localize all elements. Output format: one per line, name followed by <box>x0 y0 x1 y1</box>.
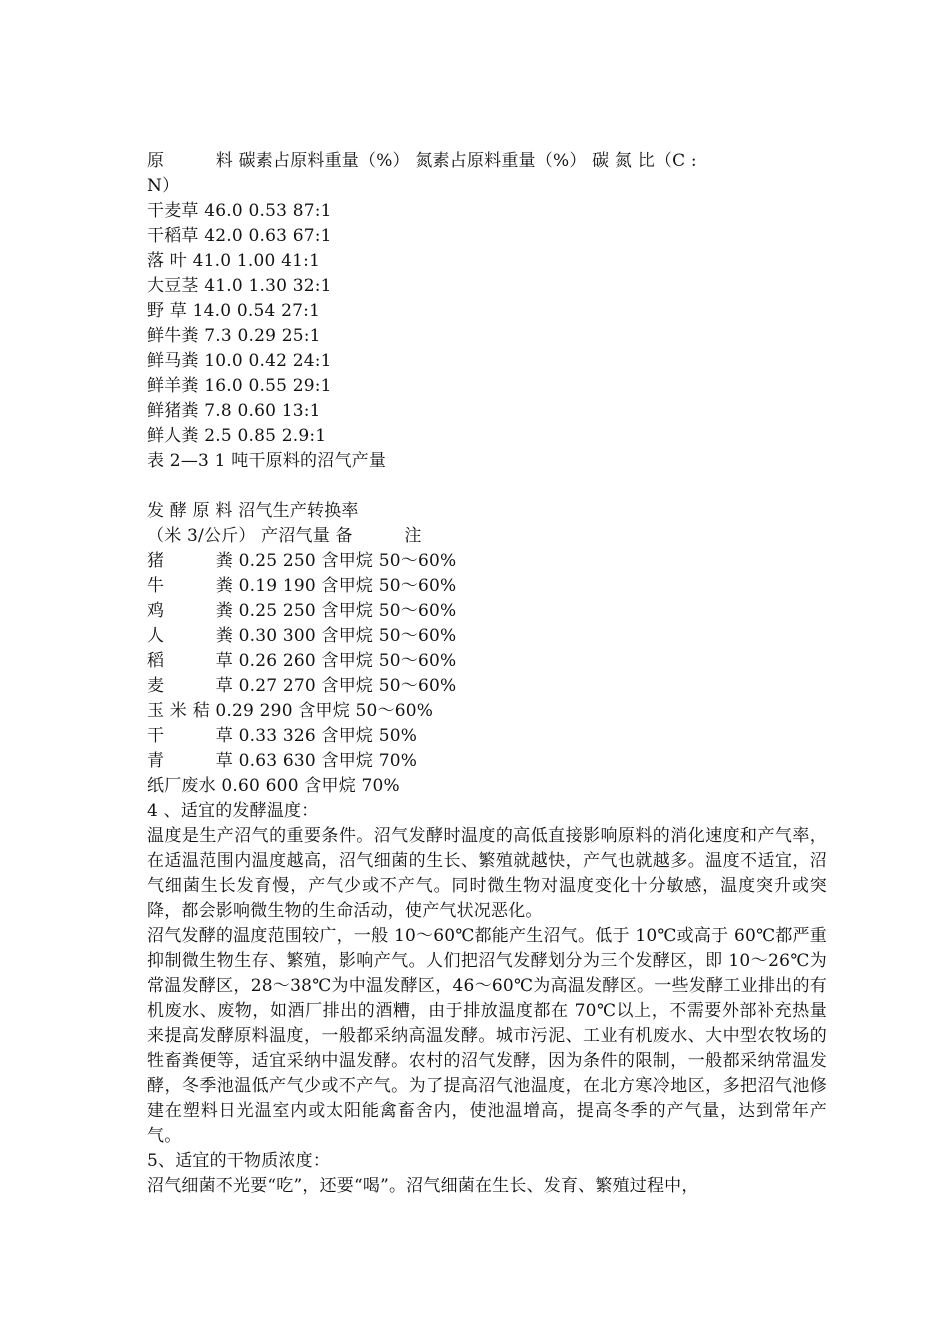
section-heading-dry-matter: 5、适宜的干物质浓度： <box>147 1151 331 1171</box>
table1-row: 鲜羊粪 16.0 0.55 29:1 <box>147 376 332 396</box>
table2-row: 人 粪 0.30 300 含甲烷 50～60% <box>147 626 457 646</box>
table2-row: 麦 草 0.27 270 含甲烷 50～60% <box>147 676 457 696</box>
table2-row: 干 草 0.33 326 含甲烷 50% <box>147 726 418 746</box>
table1-row: 野 草 14.0 0.54 27:1 <box>147 301 321 321</box>
table2-rows <box>147 549 827 799</box>
table1-row: 鲜人粪 2.5 0.85 2.9:1 <box>147 426 327 446</box>
table1-header-line: N） <box>147 176 180 196</box>
section-heading-temperature: 4 、适宜的发酵温度： <box>147 801 319 821</box>
table1-row: 落 叶 41.0 1.00 41:1 <box>147 251 321 271</box>
table2-row: 玉 米 秸 0.29 290 含甲烷 50～60% <box>147 701 434 721</box>
paragraph-dry-matter: 沼气细菌不光要“吃”，还要“喝”。沼气细菌在生长、发育、繁殖过程中， <box>147 1176 699 1196</box>
table2-row: 牛 粪 0.19 190 含甲烷 50～60% <box>147 576 457 596</box>
table1-row: 大豆茎 41.0 1.30 32:1 <box>147 276 332 296</box>
table2-row: 纸厂废水 0.60 600 含甲烷 70% <box>147 776 400 796</box>
table1-row: 鲜马粪 10.0 0.42 24:1 <box>147 351 332 371</box>
table2-title: 表 2—3 1 吨干原料的沼气产量 <box>147 451 387 471</box>
table2-header-line: 发 酵 原 料 沼气生产转换率 <box>147 501 359 521</box>
spacer <box>147 474 827 499</box>
table1-row: 干麦草 46.0 0.53 87:1 <box>147 201 332 221</box>
document-page <box>147 149 827 1199</box>
table2-header-line: （米 3/公斤） 产沼气量 备 注 <box>147 526 422 546</box>
table2-row: 猪 粪 0.25 250 含甲烷 50～60% <box>147 551 457 571</box>
paragraph-temperature-range: 沼气发酵的温度范围较广，一般 10～60℃都能产生沼气。低于 10℃或高于 60℃都严重抑制微生物生存、繁殖，影响产气。人们把沼气发酵划分为三个发酵区，即 10～26℃为常温发酵区，28～38℃为中温发酵区，46～60℃为高温发酵区。一些发酵工业排出的有机废水、废物，如酒厂排出的酒糟，由于排放温度都在 70℃以上，不需要外部补充热量来提高发酵原料温度，一般都采纳高温发酵。城市污泥、工业有机废水、大中型农牧场的牲畜粪便等，适宜采纳中温发酵。农村的沼气发酵，因为条件的限制，一般都采纳常温发酵，冬季池温低产气少或不产气。为了提高沼气池温度，在北方寒冷地区，多把沼气池修建在塑料日光温室内或太阳能禽畜舍内，使池温增高，提高冬季的产气量，达到常年产气。 <box>147 926 827 1146</box>
table1-row: 鲜牛粪 7.3 0.29 25:1 <box>147 326 321 346</box>
table2-row: 鸡 粪 0.25 250 含甲烷 50～60% <box>147 601 457 621</box>
table2-row: 稻 草 0.26 260 含甲烷 50～60% <box>147 651 457 671</box>
table1-row: 干稻草 42.0 0.63 67:1 <box>147 226 332 246</box>
table1-row: 鲜猪粪 7.8 0.60 13:1 <box>147 401 321 421</box>
paragraph-temperature-importance: 温度是生产沼气的重要条件。沼气发酵时温度的高低直接影响原料的消化速度和产气率，在适温范围内温度越高，沼气细菌的生长、繁殖就越快，产气也就越多。温度不适宜，沼气细菌生长发育慢，产气少或不产气。同时微生物对温度变化十分敏感，温度突升或突降，都会影响微生物的生命活动，使产气状况恶化。 <box>147 826 827 921</box>
table1-header-line: 原 料 碳素占原料重量（%） 氮素占原料重量（%） 碳 氮 比（C : <box>147 151 697 171</box>
table2-row: 青 草 0.63 630 含甲烷 70% <box>147 751 418 771</box>
table1-rows <box>147 199 827 449</box>
